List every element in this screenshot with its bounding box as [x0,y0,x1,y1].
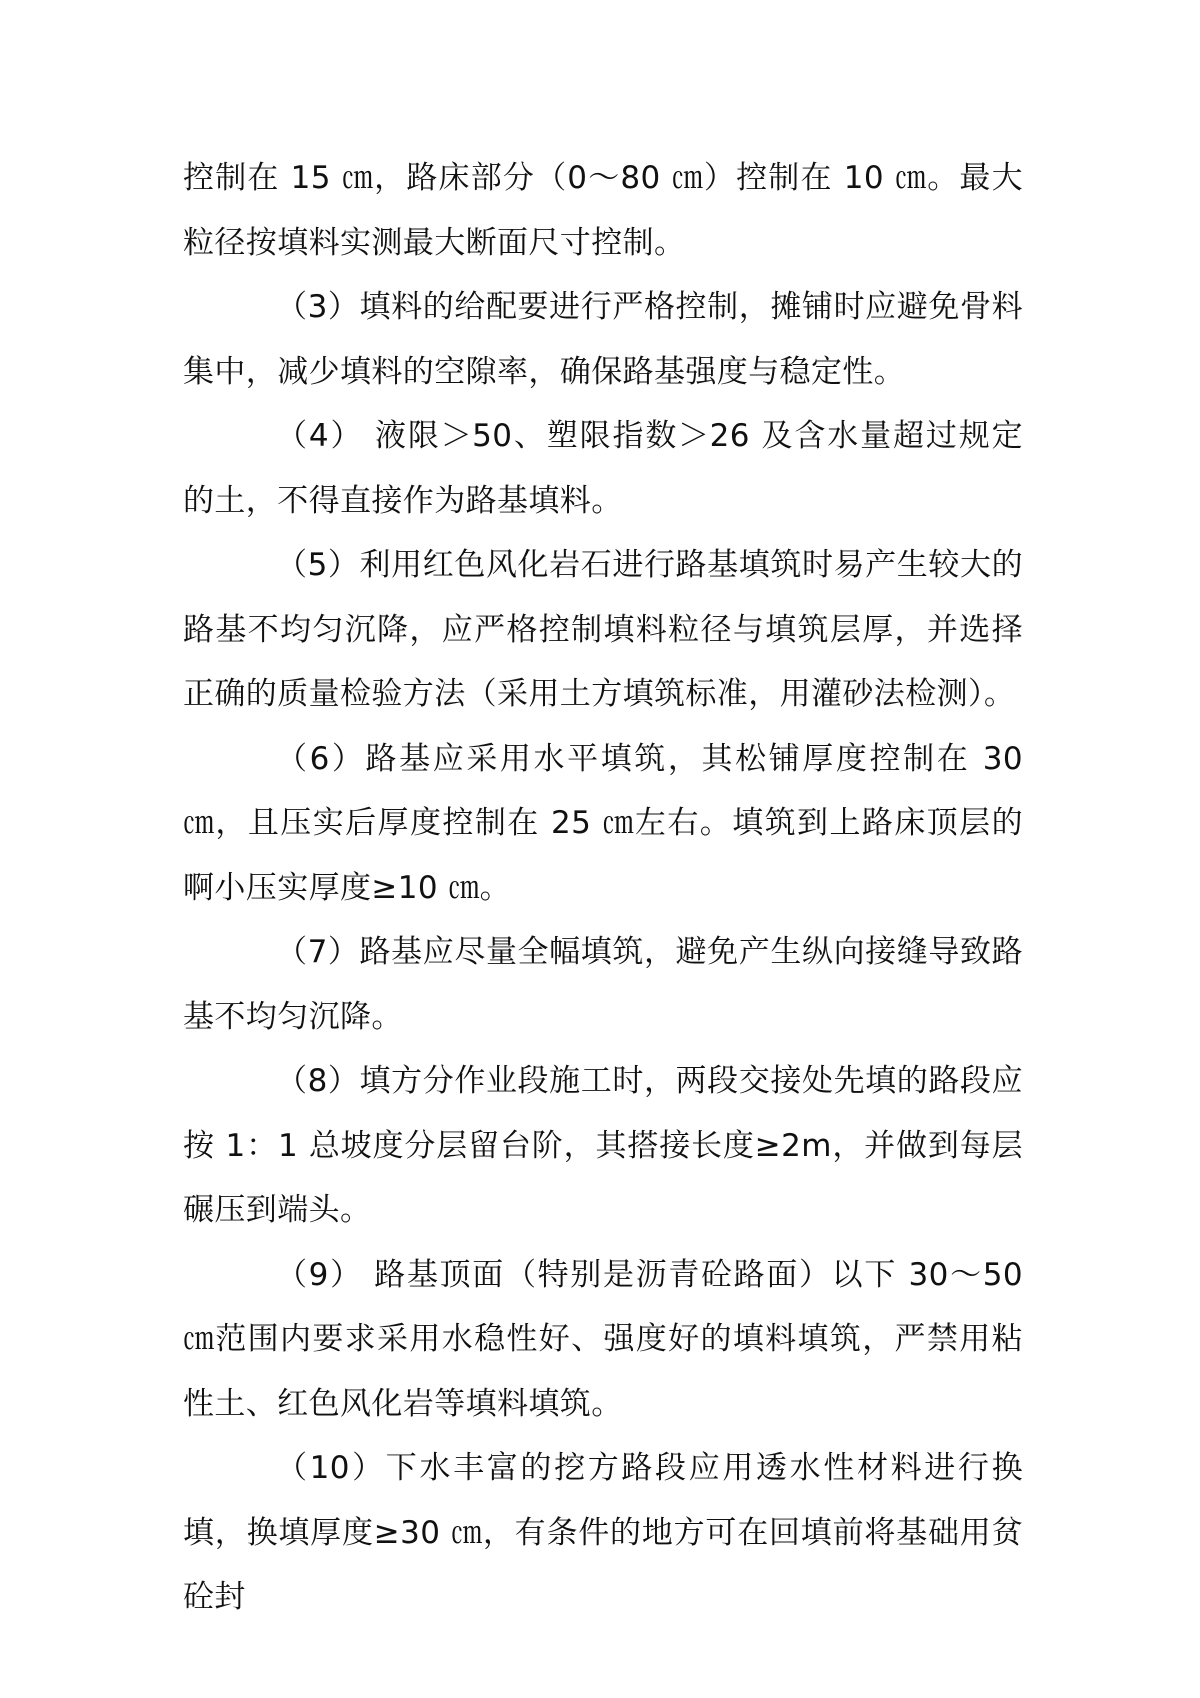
document-body [183,146,1023,1630]
paragraph-item-7: （7）路基应尽量全幅填筑，避免产生纵向接缝导致路基不均匀沉降。 [183,934,1023,1035]
paragraph-item-6: （6）路基应采用水平填筑，其松铺厚度控制在 30 ㎝，且压实后厚度控制在 25 ㎝左右。填筑到上路床顶层的啊小压实厚度≥10 ㎝。 [183,740,1023,906]
paragraph-continuation: 控制在 15 ㎝，路床部分（0～80 ㎝）控制在 10 ㎝。最大粒径按填料实测最大断面尺寸控制。 [183,160,1023,261]
paragraph-item-5: （5）利用红色风化岩石进行路基填筑时易产生较大的路基不均匀沉降，应严格控制填料粒径与填筑层厚，并选择正确的质量检验方法（采用土方填筑标准，用灌砂法检测）。 [183,547,1023,712]
paragraph-item-3: （3）填料的给配要进行严格控制，摊铺时应避免骨料集中，减少填料的空隙率，确保路基强度与稳定性。 [183,289,1023,390]
paragraph-item-4: （4） 液限＞50、塑限指数＞26 及含水量超过规定的土，不得直接作为路基填料。 [183,418,1023,519]
paragraph-item-9: （9） 路基顶面（特别是沥青砼路面）以下 30～50 ㎝范围内要求采用水稳性好、强度好的填料填筑，严禁用粘性土、红色风化岩等填料填筑。 [183,1256,1023,1422]
paragraph-item-10: （10）下水丰富的挖方路段应用透水性材料进行换填，换填厚度≥30 ㎝，有条件的地方可在回填前将基础用贫砼封 [183,1450,1023,1615]
paragraph-item-8: （8）填方分作业段施工时，两段交接处先填的路段应按 1：1 总坡度分层留台阶，其搭接长度≥2m，并做到每层碾压到端头。 [183,1063,1023,1228]
